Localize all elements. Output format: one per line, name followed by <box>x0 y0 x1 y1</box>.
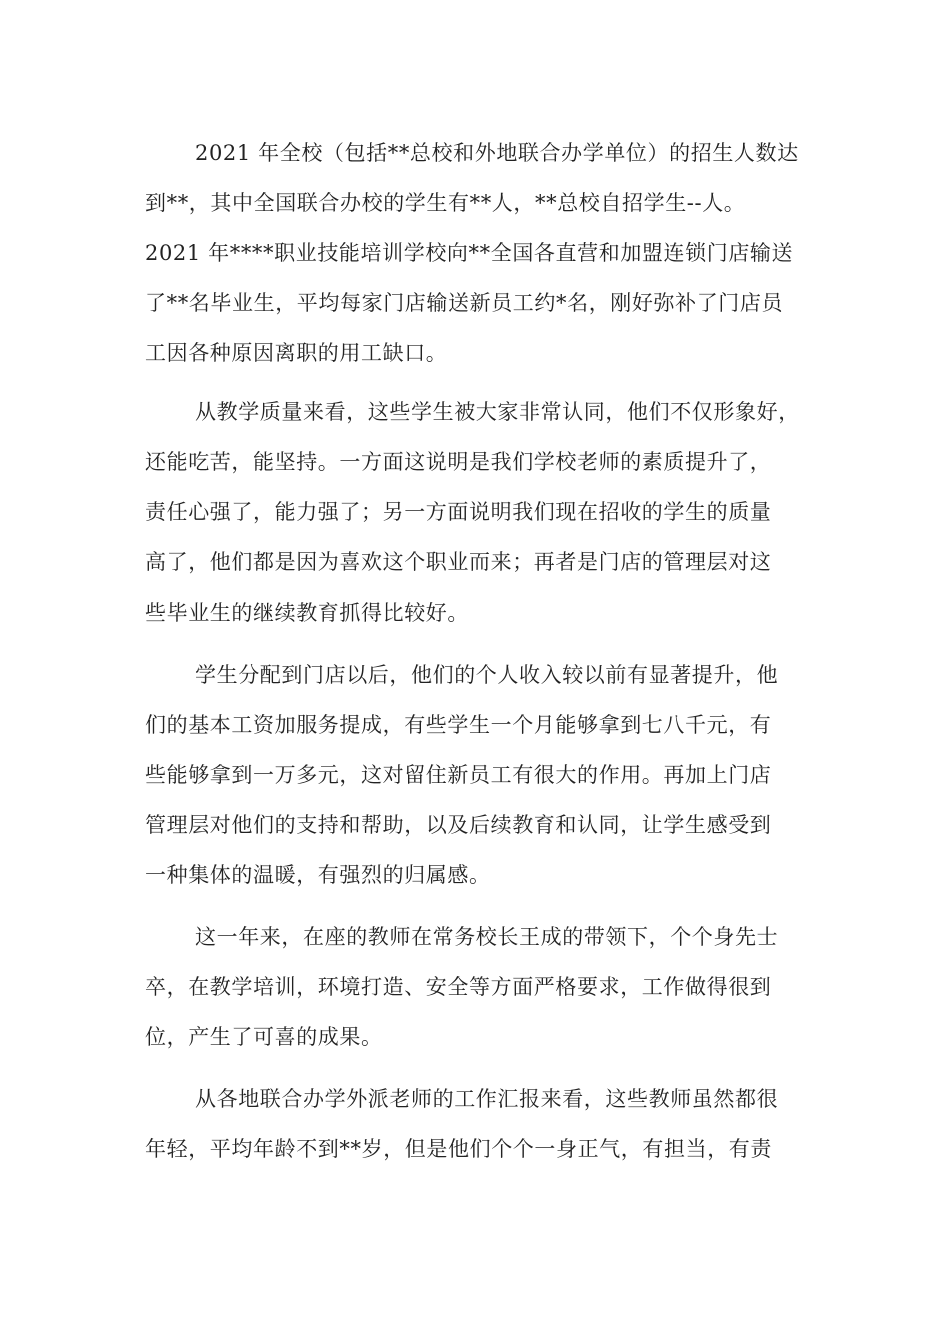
paragraph-2-line-4: 高了，他们都是因为喜欢这个职业而来；再者是门店的管理层对这 <box>145 550 772 574</box>
paragraph-4-line-2: 卒，在教学培训，环境打造、安全等方面严格要求，工作做得很到 <box>145 975 772 999</box>
paragraph-5-line-1: 从各地联合办学外派老师的工作汇报来看，这些教师虽然都很 <box>195 1087 779 1111</box>
paragraph-3-line-3: 些能够拿到一万多元，这对留住新员工有很大的作用。再加上门店 <box>145 763 772 787</box>
paragraph-1-line-3: 2021 年****职业技能培训学校向**全国各直营和加盟连锁门店输送 <box>145 241 794 265</box>
paragraph-1-line-2: 到**，其中全国联合办校的学生有**人，**总校自招学生--人。 <box>145 191 746 215</box>
paragraph-1-line-1: 2021 年全校（包括**总校和外地联合办学单位）的招生人数达 <box>195 141 799 165</box>
paragraph-4-line-1: 这一年来，在座的教师在常务校长王成的带领下，个个身先士 <box>195 925 779 949</box>
paragraph-3-line-4: 管理层对他们的支持和帮助，以及后续教育和认同，让学生感受到 <box>145 813 772 837</box>
paragraph-1-line-5: 工因各种原因离职的用工缺口。 <box>145 341 448 365</box>
paragraph-4-line-3: 位，产生了可喜的成果。 <box>145 1025 383 1049</box>
paragraph-2-line-3: 责任心强了，能力强了；另一方面说明我们现在招收的学生的质量 <box>145 500 772 524</box>
paragraph-5-line-2: 年轻，平均年龄不到**岁，但是他们个个一身正气，有担当，有责 <box>145 1137 772 1161</box>
paragraph-3-line-1: 学生分配到门店以后，他们的个人收入较以前有显著提升，他 <box>195 663 779 687</box>
paragraph-3-line-2: 们的基本工资加服务提成，有些学生一个月能够拿到七八千元，有 <box>145 713 772 737</box>
paragraph-2-line-5: 些毕业生的继续教育抓得比较好。 <box>145 601 469 625</box>
paragraph-2-line-1: 从教学质量来看，这些学生被大家非常认同，他们不仅形象好， <box>195 400 800 424</box>
paragraph-3-line-5: 一种集体的温暖，有强烈的归属感。 <box>145 863 491 887</box>
paragraph-2-line-2: 还能吃苦，能坚持。一方面这说明是我们学校老师的素质提升了， <box>145 450 772 474</box>
paragraph-1-line-4: 了**名毕业生，平均每家门店输送新员工约*名，刚好弥补了门店员 <box>145 291 784 315</box>
